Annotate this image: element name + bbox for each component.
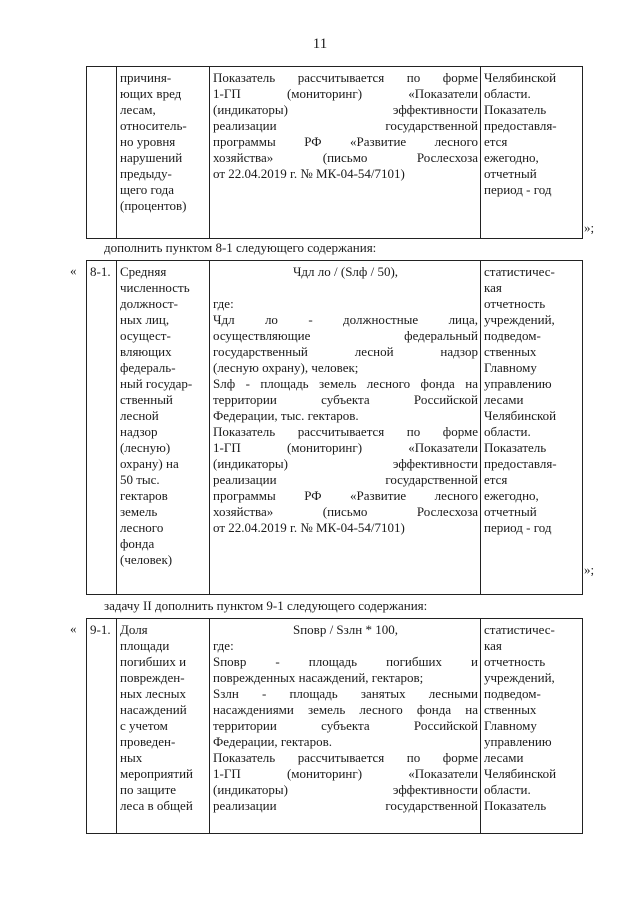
text-line: численность — [120, 280, 190, 295]
text-line: Федерации, гектаров. — [213, 734, 332, 749]
text-line: период - год — [484, 520, 552, 535]
cell-number: 8-1. — [87, 261, 117, 595]
text-line: лесами — [484, 392, 524, 407]
text-line: федераль- — [120, 360, 176, 375]
text-line: Челябинской — [484, 70, 557, 85]
text-line: ется — [484, 472, 508, 487]
text-line: от 22.04.2019 г. № МК-04-54/7101) — [213, 166, 405, 181]
text-line: государственный лесной надзор — [213, 344, 478, 359]
text-line: Показатель рассчитывается по форме — [213, 424, 478, 439]
text-line: где: — [213, 296, 234, 311]
text-line: 50 тыс. — [120, 472, 160, 487]
text-line: (лесную) — [120, 440, 171, 455]
text-line: хозяйства» (письмо Рослесхоза — [213, 504, 478, 519]
text-line: период - год — [484, 182, 552, 197]
text-line: земель — [120, 504, 158, 519]
formula: Чдл ло / (Sлф / 50), — [292, 264, 399, 279]
indicator-table-part1 — [86, 66, 583, 239]
cell-indicator-name — [117, 67, 210, 239]
text-line: Показатель рассчитывается по форме — [213, 70, 478, 85]
text-line: площади — [120, 638, 170, 653]
cell-number — [87, 67, 117, 239]
text-line: гектаров — [120, 488, 168, 503]
text-line: щего года — [120, 182, 175, 197]
text-line: осуществляющие федеральный — [213, 328, 478, 343]
text-line: (индикаторы) эффективности — [213, 456, 478, 471]
text-line: мероприятий — [120, 766, 193, 781]
text-line: Показатель — [484, 102, 547, 117]
text-line: поврежденных насаждений, гектаров; — [213, 670, 424, 685]
text-line: Главному — [484, 360, 537, 375]
text-line: программы РФ «Развитие лесного — [213, 134, 478, 149]
text-line: Sповр - площадь погибших и — [213, 654, 478, 669]
text-line: охрану) на — [120, 456, 179, 471]
text-line: Главному — [484, 718, 537, 733]
text-line: ющих вред — [120, 86, 182, 101]
text-line: (индикаторы) эффективности — [213, 102, 478, 117]
text-line: кая — [484, 638, 502, 653]
text-line: с учетом — [120, 718, 168, 733]
text-line: ный государ- — [120, 376, 193, 391]
text-line: учреждений, — [484, 670, 555, 685]
text-line: погибших и — [120, 654, 187, 669]
cell-indicator-name — [117, 619, 210, 834]
indicator-table-part3 — [86, 618, 583, 834]
text-line: Федерации, тыс. гектаров. — [213, 408, 359, 423]
cell-source — [481, 67, 583, 239]
text-line: Чдл ло - должностные лица, — [213, 312, 478, 327]
indicator-table-part2 — [86, 260, 583, 595]
text-line: лесами — [484, 750, 524, 765]
text-line: нарушений — [120, 150, 183, 165]
opening-quote: « — [70, 263, 77, 278]
text-line: области. — [484, 782, 531, 797]
text-line: отчетность — [484, 296, 546, 311]
text-line: управлению — [484, 734, 552, 749]
text-line: ежегодно, — [484, 488, 539, 503]
text-line: надзор — [120, 424, 158, 439]
text-line: подведом- — [484, 686, 541, 701]
cell-method — [210, 67, 481, 239]
text-line: отчетный — [484, 166, 537, 181]
text-line: ственных — [484, 702, 537, 717]
text-line: Sзлн - площадь занятых лесными — [213, 686, 478, 701]
text-line: реализации государственной — [213, 798, 478, 813]
text-line: программы РФ «Развитие лесного — [213, 488, 478, 503]
text-line: 1-ГП (мониторинг) «Показатели — [213, 766, 478, 781]
text-line: лесам, — [120, 102, 156, 117]
text-line: 1-ГП (мониторинг) «Показатели — [213, 86, 478, 101]
text-line: ежегодно, — [484, 150, 539, 165]
text-line: реализации государственной — [213, 118, 478, 133]
text-line: отчетный — [484, 504, 537, 519]
text-line: отчетность — [484, 654, 546, 669]
table-row — [87, 619, 583, 834]
text-line: кая — [484, 280, 502, 295]
amendment-text: задачу II дополнить пунктом 9-1 следующего содержания: — [104, 598, 428, 613]
text-line: но уровня — [120, 134, 176, 149]
text-line: Челябинской — [484, 408, 557, 423]
text-line: Показатель рассчитывается по форме — [213, 750, 478, 765]
text-line: проведен- — [120, 734, 176, 749]
text-line: ется — [484, 134, 508, 149]
formula: Sповр / Sзлн * 100, — [293, 622, 398, 637]
text-line: относитель- — [120, 118, 187, 133]
text-line: статистичес- — [484, 264, 555, 279]
cell-source — [481, 261, 583, 595]
text-line: подведом- — [484, 328, 541, 343]
text-line: предыду- — [120, 166, 172, 181]
opening-quote: « — [70, 621, 77, 636]
text-line: причиня- — [120, 70, 172, 85]
table-row — [87, 261, 583, 595]
text-line: предоставля- — [484, 456, 557, 471]
text-line: вляющих — [120, 344, 172, 359]
text-line: Показатель — [484, 440, 547, 455]
amendment-text: дополнить пунктом 8-1 следующего содержания: — [104, 240, 377, 255]
text-line: Средняя — [120, 264, 167, 279]
text-line: реализации государственной — [213, 472, 478, 487]
text-line: ных лесных — [120, 686, 186, 701]
text-line: ственных — [484, 344, 537, 359]
cell-indicator-name — [117, 261, 210, 595]
cell-method — [210, 261, 481, 595]
spacer — [213, 280, 478, 296]
text-line: (процентов) — [120, 198, 187, 213]
text-line: Челябинской — [484, 766, 557, 781]
text-line: предоставля- — [484, 118, 557, 133]
closing-quote: »; — [584, 220, 595, 235]
text-line: управлению — [484, 376, 552, 391]
text-line: учреждений, — [484, 312, 555, 327]
text-line: территории субъекта Российской — [213, 392, 478, 407]
text-line: насаждений — [120, 702, 187, 717]
text-line: фонда — [120, 536, 155, 551]
closing-quote: »; — [584, 562, 595, 577]
text-line: должност- — [120, 296, 178, 311]
text-line: (лесную охрану), человек; — [213, 360, 359, 375]
text-line: статистичес- — [484, 622, 555, 637]
text-line: области. — [484, 86, 531, 101]
text-line: насаждениями земель лесного фонда на — [213, 702, 478, 717]
cell-source — [481, 619, 583, 834]
text-line: лесного — [120, 520, 164, 535]
text-line: (индикаторы) эффективности — [213, 782, 478, 797]
text-line: осущест- — [120, 328, 171, 343]
text-line: ных лиц, — [120, 312, 170, 327]
page-number: 11 — [312, 36, 328, 52]
text-line: (человек) — [120, 552, 173, 567]
table-row — [87, 67, 583, 239]
text-line: области. — [484, 424, 531, 439]
cell-method — [210, 619, 481, 834]
text-line: 1-ГП (мониторинг) «Показатели — [213, 440, 478, 455]
cell-number: 9-1. — [87, 619, 117, 834]
text-line: Доля — [120, 622, 148, 637]
text-line: поврежден- — [120, 670, 185, 685]
text-line: по защите — [120, 782, 177, 797]
text-line: от 22.04.2019 г. № МК-04-54/7101) — [213, 520, 405, 535]
text-line: ственный — [120, 392, 173, 407]
text-line: леса в общей — [120, 798, 193, 813]
text-line: где: — [213, 638, 234, 653]
text-line: лесной — [120, 408, 159, 423]
text-line: хозяйства» (письмо Рослесхоза — [213, 150, 478, 165]
text-line: Показатель — [484, 798, 547, 813]
text-line: территории субъекта Российской — [213, 718, 478, 733]
text-line: ных — [120, 750, 143, 765]
text-line: Sлф - площадь земель лесного фонда на — [213, 376, 478, 391]
